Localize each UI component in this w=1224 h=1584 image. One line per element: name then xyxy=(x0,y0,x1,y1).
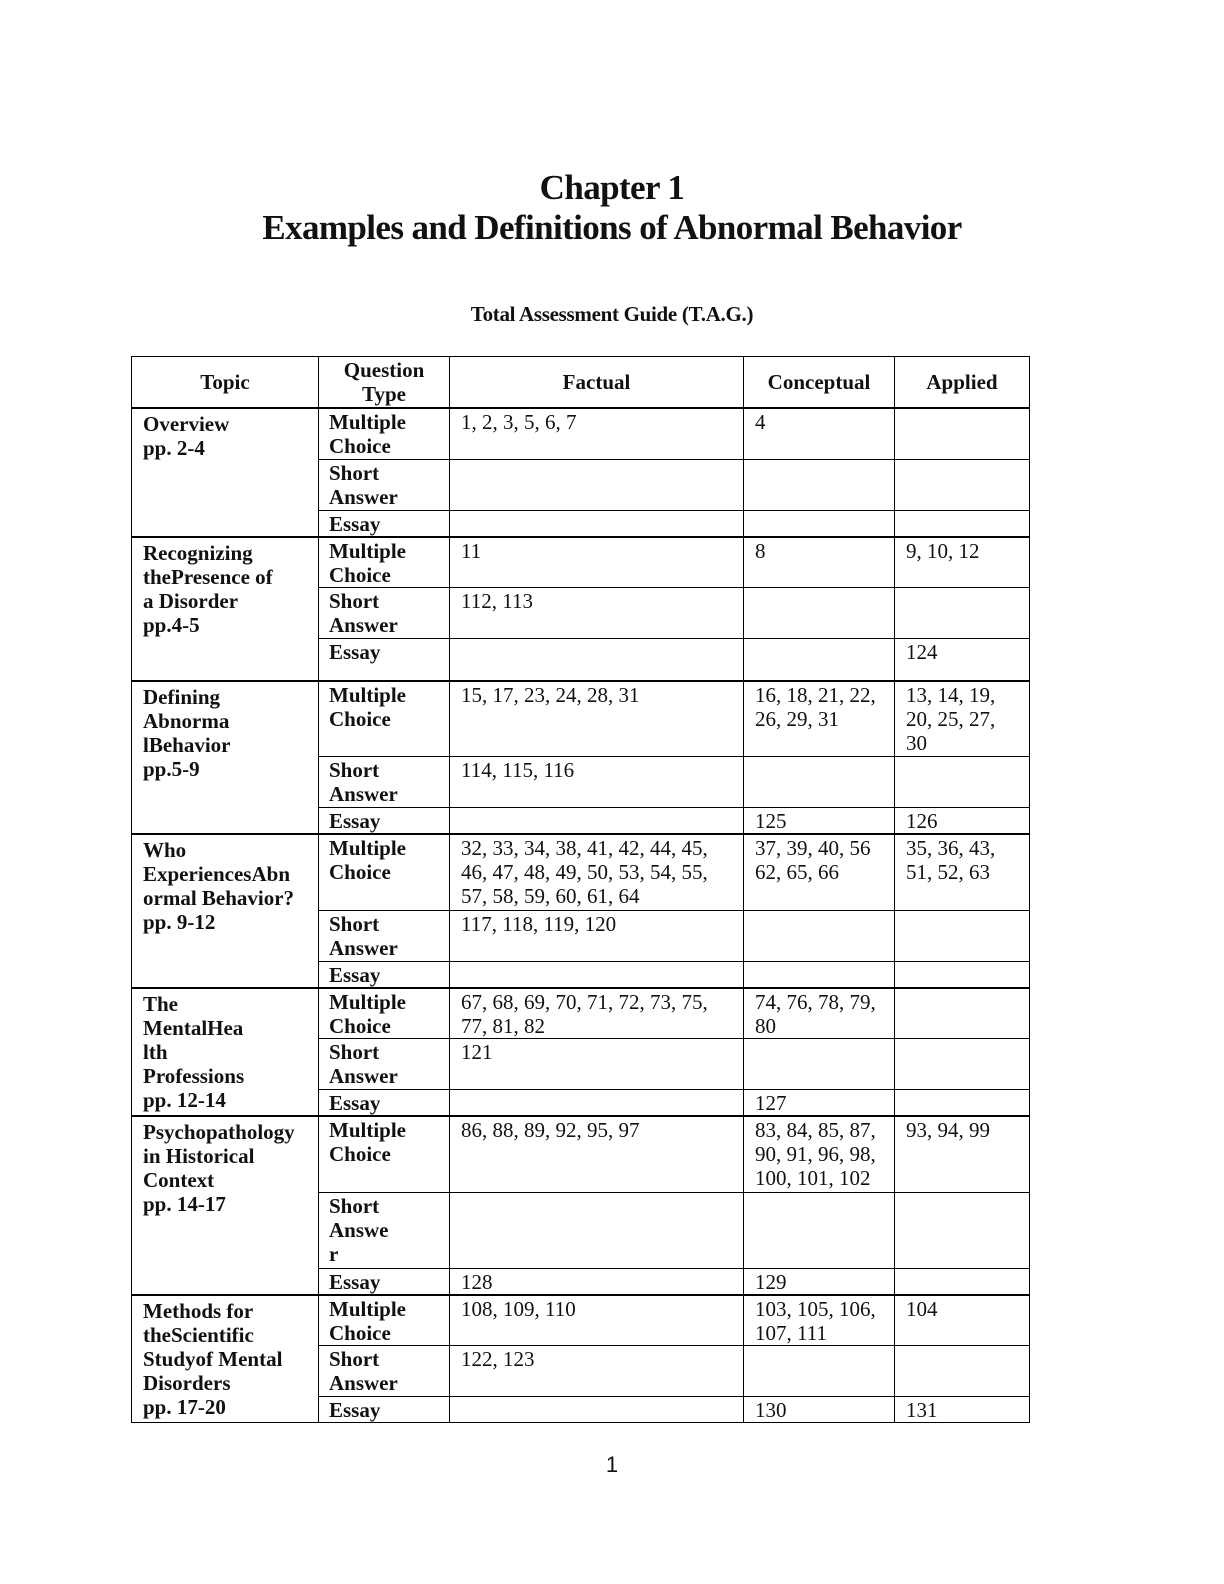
applied-cell xyxy=(895,1192,1030,1268)
table-row xyxy=(132,1116,1030,1192)
applied-cell: 124 xyxy=(895,639,1030,681)
topic-cell: Who ExperiencesAbn ormal Behavior? pp. 9-12 xyxy=(132,834,319,988)
assessment-table xyxy=(131,356,1030,1423)
factual-cell xyxy=(450,510,744,537)
conceptual-cell: 83, 84, 85, 87, 90, 91, 96, 98, 100, 101, 102 xyxy=(744,1116,895,1192)
factual-cell: 15, 17, 23, 24, 28, 31 xyxy=(450,681,744,757)
question-type-cell: Multiple Choice xyxy=(319,834,450,910)
applied-cell xyxy=(895,1346,1030,1397)
factual-cell xyxy=(450,1090,744,1117)
factual-cell: 112, 113 xyxy=(450,588,744,639)
factual-cell: 108, 109, 110 xyxy=(450,1295,744,1346)
applied-cell xyxy=(895,459,1030,510)
table-row xyxy=(132,537,1030,588)
applied-cell xyxy=(895,1268,1030,1295)
applied-cell xyxy=(895,961,1030,988)
question-type-cell: Essay xyxy=(319,1090,450,1117)
question-type-cell: Multiple Choice xyxy=(319,681,450,757)
applied-cell xyxy=(895,910,1030,961)
chapter-title: Chapter 1 xyxy=(539,168,685,207)
question-type-cell: Short Answer xyxy=(319,1346,450,1397)
factual-cell xyxy=(450,1192,744,1268)
question-type-cell: Essay xyxy=(319,510,450,537)
applied-cell: 93, 94, 99 xyxy=(895,1116,1030,1192)
header-factual: Factual xyxy=(450,357,744,409)
applied-cell xyxy=(895,408,1030,459)
chapter-subtitle: Examples and Definitions of Abnormal Behavior xyxy=(262,208,962,247)
factual-cell xyxy=(450,808,744,835)
applied-cell: 13, 14, 19, 20, 25, 27, 30 xyxy=(895,681,1030,757)
factual-cell: 67, 68, 69, 70, 71, 72, 73, 75, 77, 81, 82 xyxy=(450,988,744,1039)
table-body xyxy=(132,408,1030,1423)
factual-cell: 121 xyxy=(450,1039,744,1090)
question-type-cell: Multiple Choice xyxy=(319,1295,450,1346)
conceptual-cell xyxy=(744,588,895,639)
topic-cell: Overview pp. 2-4 xyxy=(132,408,319,537)
question-type-cell: Essay xyxy=(319,961,450,988)
factual-cell xyxy=(450,459,744,510)
header-conceptual: Conceptual xyxy=(744,357,895,409)
topic-cell: Defining Abnorma lBehavior pp.5-9 xyxy=(132,681,319,835)
question-type-cell: Essay xyxy=(319,808,450,835)
page-number: 1 xyxy=(605,1452,619,1477)
factual-cell: 122, 123 xyxy=(450,1346,744,1397)
header-applied: Applied xyxy=(895,357,1030,409)
topic-cell: Methods for theScientific Studyof Mental Disorders pp. 17-20 xyxy=(132,1295,319,1423)
conceptual-cell xyxy=(744,1039,895,1090)
conceptual-cell: 103, 105, 106, 107, 111 xyxy=(744,1295,895,1346)
question-type-cell: Short Answer xyxy=(319,459,450,510)
conceptual-cell: 4 xyxy=(744,408,895,459)
conceptual-cell xyxy=(744,459,895,510)
question-type-cell: Essay xyxy=(319,639,450,681)
applied-cell xyxy=(895,988,1030,1039)
applied-cell xyxy=(895,1039,1030,1090)
applied-cell xyxy=(895,757,1030,808)
guide-title: Total Assessment Guide (T.A.G.) xyxy=(470,302,754,326)
question-type-cell: Short Answer xyxy=(319,1039,450,1090)
applied-cell xyxy=(895,1090,1030,1117)
question-type-cell: Multiple Choice xyxy=(319,537,450,588)
conceptual-cell xyxy=(744,639,895,681)
table-header-row xyxy=(132,357,1030,409)
conceptual-cell xyxy=(744,757,895,808)
conceptual-cell: 130 xyxy=(744,1397,895,1423)
table-row xyxy=(132,834,1030,910)
factual-cell: 117, 118, 119, 120 xyxy=(450,910,744,961)
header-topic: Topic xyxy=(132,357,319,409)
applied-cell: 131 xyxy=(895,1397,1030,1423)
table-row xyxy=(132,408,1030,459)
factual-cell: 1, 2, 3, 5, 6, 7 xyxy=(450,408,744,459)
question-type-cell: Essay xyxy=(319,1397,450,1423)
conceptual-cell: 8 xyxy=(744,537,895,588)
question-type-cell: Essay xyxy=(319,1268,450,1295)
question-type-cell: Short Answer xyxy=(319,757,450,808)
conceptual-cell xyxy=(744,1192,895,1268)
header-question-type: Question Type xyxy=(319,357,450,409)
table-row xyxy=(132,988,1030,1039)
conceptual-cell xyxy=(744,510,895,537)
factual-cell: 128 xyxy=(450,1268,744,1295)
table-row xyxy=(132,681,1030,757)
factual-cell xyxy=(450,1397,744,1423)
applied-cell: 35, 36, 43, 51, 52, 63 xyxy=(895,834,1030,910)
conceptual-cell: 74, 76, 78, 79, 80 xyxy=(744,988,895,1039)
question-type-cell: Multiple Choice xyxy=(319,408,450,459)
conceptual-cell: 129 xyxy=(744,1268,895,1295)
topic-cell: Psychopathology in Historical Context pp. 14-17 xyxy=(132,1116,319,1295)
applied-cell xyxy=(895,510,1030,537)
factual-cell: 114, 115, 116 xyxy=(450,757,744,808)
topic-cell: Recognizing thePresence of a Disorder pp.4-5 xyxy=(132,537,319,681)
factual-cell: 86, 88, 89, 92, 95, 97 xyxy=(450,1116,744,1192)
conceptual-cell: 127 xyxy=(744,1090,895,1117)
conceptual-cell xyxy=(744,961,895,988)
factual-cell: 32, 33, 34, 38, 41, 42, 44, 45, 46, 47, 48, 49, 50, 53, 54, 55, 57, 58, 59, 60, 61, 64 xyxy=(450,834,744,910)
question-type-cell: Multiple Choice xyxy=(319,1116,450,1192)
applied-cell: 9, 10, 12 xyxy=(895,537,1030,588)
conceptual-cell xyxy=(744,1346,895,1397)
conceptual-cell: 37, 39, 40, 56 62, 65, 66 xyxy=(744,834,895,910)
table-row xyxy=(132,1295,1030,1346)
conceptual-cell: 16, 18, 21, 22, 26, 29, 31 xyxy=(744,681,895,757)
factual-cell xyxy=(450,639,744,681)
question-type-cell: Short Answer xyxy=(319,588,450,639)
applied-cell xyxy=(895,588,1030,639)
conceptual-cell: 125 xyxy=(744,808,895,835)
topic-cell: The MentalHea lth Professions pp. 12-14 xyxy=(132,988,319,1117)
applied-cell: 126 xyxy=(895,808,1030,835)
applied-cell: 104 xyxy=(895,1295,1030,1346)
factual-cell: 11 xyxy=(450,537,744,588)
question-type-cell: Short Answer xyxy=(319,910,450,961)
question-type-cell: Multiple Choice xyxy=(319,988,450,1039)
question-type-cell: Short Answe r xyxy=(319,1192,450,1268)
factual-cell xyxy=(450,961,744,988)
conceptual-cell xyxy=(744,910,895,961)
